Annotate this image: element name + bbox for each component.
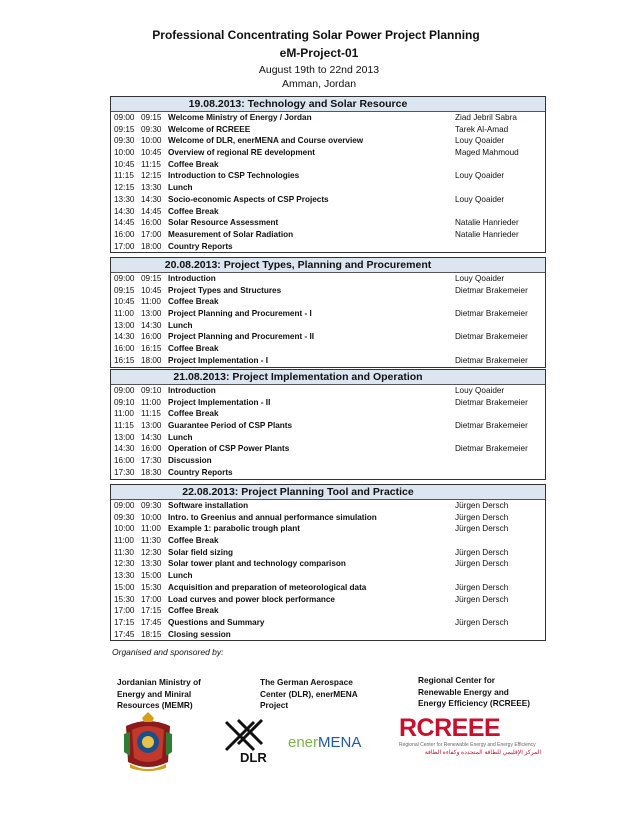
- agenda-row: [111, 397, 545, 409]
- session-title: Project Planning and Procurement - I: [168, 309, 312, 319]
- end-time: 14:30: [141, 432, 162, 442]
- speaker-name: [455, 432, 545, 444]
- end-time: 16:00: [141, 444, 162, 454]
- agenda-row: [111, 617, 545, 629]
- end-time: 09:30: [141, 501, 162, 510]
- session-title: Project Implementation - I: [168, 355, 269, 365]
- start-time: 09:15: [114, 124, 135, 134]
- agenda-row: [111, 512, 545, 524]
- end-time: 14:30: [141, 194, 162, 204]
- agenda-row: [111, 385, 545, 397]
- project-code: eM-Project-01: [279, 46, 359, 60]
- speaker-name: Jürgen Dersch: [455, 559, 509, 569]
- rcreee-subtitle-ar: المركز الإقليمي للطاقة المتجددة وكفاءة الطاقة: [424, 750, 541, 756]
- speaker-name: Jürgen Dersch: [455, 617, 509, 627]
- agenda-row: [111, 558, 545, 570]
- agenda-row: [111, 135, 545, 147]
- agenda-row: [111, 343, 545, 355]
- agenda-row: [111, 170, 545, 182]
- end-time: 09:15: [141, 274, 162, 283]
- speaker-name: Jürgen Dersch: [455, 524, 509, 534]
- session-title: Operation of CSP Power Plants: [168, 444, 290, 454]
- sponsor-line: Project: [260, 700, 289, 710]
- end-time: 17:30: [141, 456, 162, 466]
- speaker-name: Tarek Al-Amad: [455, 124, 509, 134]
- session-title: Coffee Break: [168, 297, 219, 307]
- start-time: 16:15: [114, 355, 135, 365]
- session-title: Coffee Break: [168, 344, 219, 354]
- start-time: 11:30: [114, 547, 134, 557]
- enermena-logo-ener: ener: [288, 734, 319, 751]
- session-title: Solar tower plant and technology comparison: [168, 559, 346, 569]
- end-time: 15:00: [141, 571, 162, 581]
- end-time: 09:30: [141, 124, 162, 134]
- end-time: 17:15: [141, 606, 162, 616]
- end-time: 11:00: [141, 524, 161, 534]
- end-time: 18:30: [141, 467, 162, 477]
- session-title: Closing session: [168, 629, 231, 639]
- day-block-2: [110, 257, 546, 368]
- agenda-row: [111, 629, 545, 641]
- enermena-logo: [288, 734, 361, 751]
- session-title: Load curves and power block performance: [168, 594, 335, 604]
- agenda-row: [111, 308, 545, 320]
- session-title: Coffee Break: [168, 206, 219, 216]
- speaker-name: Natalie Hanrieder: [455, 218, 519, 228]
- sponsor-line: Renewable Energy and: [418, 686, 509, 697]
- start-time: 17:00: [114, 606, 135, 616]
- start-time: 11:15: [114, 171, 134, 181]
- end-time: 14:30: [141, 320, 162, 330]
- end-time: 10:00: [141, 512, 162, 522]
- start-time: 13:30: [114, 571, 135, 581]
- agenda-row: [111, 432, 545, 444]
- sponsor-line: Energy Efficiency (RCREEE): [418, 698, 531, 708]
- session-title: Country Reports: [168, 467, 233, 477]
- enermena-logo-mena: MENA: [318, 734, 362, 751]
- start-time: 12:30: [114, 559, 135, 569]
- agenda-row: [111, 408, 545, 420]
- start-time: 17:30: [114, 467, 135, 477]
- end-time: 11:30: [141, 536, 161, 546]
- start-time: 16:00: [114, 456, 135, 466]
- speaker-name: Dietmar Brakemeier: [455, 285, 528, 295]
- speaker-name: Louy Qoaider: [455, 274, 505, 283]
- speaker-name: Natalie Hanrieder: [455, 229, 519, 239]
- sponsor-line: Jordanian Ministry of: [117, 677, 201, 687]
- day-block-4: [110, 484, 546, 641]
- agenda-row: [111, 547, 545, 559]
- end-time: 16:00: [141, 218, 162, 228]
- course-location: Amman, Jordan: [281, 78, 357, 90]
- sponsor-dlr-text: [260, 677, 358, 712]
- end-time: 18:15: [141, 629, 162, 639]
- speaker-name: [455, 570, 545, 582]
- session-title: Welcome of RCREEE: [168, 124, 251, 134]
- sponsor-line: Energy and Miniral: [117, 688, 192, 699]
- speaker-name: [455, 159, 545, 171]
- agenda-row: [111, 159, 545, 171]
- end-time: 10:45: [141, 285, 162, 295]
- session-title: Acquisition and preparation of meteorological data: [168, 582, 367, 592]
- start-time: 14:30: [114, 444, 135, 454]
- start-time: 16:00: [114, 344, 135, 354]
- end-time: 13:30: [141, 559, 162, 569]
- speaker-name: [455, 182, 545, 194]
- day-block-3: [110, 369, 546, 480]
- day-title: 21.08.2013: Project Implementation and Operation: [111, 370, 545, 385]
- speaker-name: [455, 629, 545, 641]
- speaker-name: [455, 408, 545, 420]
- agenda-row: [111, 420, 545, 432]
- session-title: Introduction: [168, 386, 216, 395]
- start-time: 09:10: [114, 397, 135, 407]
- document-header: [0, 27, 638, 91]
- session-title: Welcome Ministry of Energy / Jordan: [168, 113, 312, 122]
- day-title: 20.08.2013: Project Types, Planning and Procurement: [111, 258, 545, 273]
- end-time: 15:30: [141, 582, 162, 592]
- sponsor-rcreee-text: [418, 675, 530, 710]
- agenda-row: [111, 535, 545, 547]
- start-time: 09:30: [114, 512, 135, 522]
- rcreee-subtitle-en: Regional Center for Renewable Energy and Energy Efficiency: [399, 742, 536, 748]
- agenda-row: [111, 570, 545, 582]
- start-time: 09:15: [114, 285, 135, 295]
- agenda-row: [111, 147, 545, 159]
- agenda-row: [111, 605, 545, 617]
- session-title: Introduction to CSP Technologies: [168, 171, 300, 181]
- jordan-emblem-logo: [122, 712, 174, 774]
- agenda-row: [111, 296, 545, 308]
- start-time: 17:00: [114, 241, 135, 251]
- agenda-row: [111, 229, 545, 241]
- start-time: 14:30: [114, 206, 135, 216]
- speaker-name: Louy Qoaider: [455, 171, 505, 181]
- agenda-row: [111, 273, 545, 285]
- session-title: Coffee Break: [168, 409, 219, 419]
- speaker-name: Louy Qoaider: [455, 136, 505, 146]
- end-time: 11:15: [141, 409, 161, 419]
- end-time: 18:00: [141, 355, 162, 365]
- speaker-name: Louy Qoaider: [455, 194, 505, 204]
- agenda-row: [111, 194, 545, 206]
- start-time: 17:45: [114, 629, 135, 639]
- agenda-row: [111, 467, 545, 479]
- session-title: Intro. to Greenius and annual performance simulation: [168, 512, 377, 522]
- end-time: 17:00: [141, 229, 162, 239]
- sponsor-memr-text: [117, 677, 201, 712]
- speaker-name: Louy Qoaider: [455, 386, 505, 395]
- agenda-row: [111, 455, 545, 467]
- speaker-name: [455, 320, 545, 332]
- start-time: 13:30: [114, 194, 135, 204]
- session-title: Overview of regional RE development: [168, 148, 315, 158]
- end-time: 10:45: [141, 148, 162, 158]
- agenda-row: [111, 500, 545, 512]
- speaker-name: [455, 206, 545, 218]
- course-title: Professional Concentrating Solar Power Project Planning: [152, 28, 480, 42]
- start-time: 13:00: [114, 432, 135, 442]
- rcreee-logo-text: RCREEE: [399, 714, 501, 742]
- speaker-name: Jürgen Dersch: [455, 512, 509, 522]
- session-title: Socio-economic Aspects of CSP Projects: [168, 194, 329, 204]
- sponsor-line: Regional Center for: [418, 675, 495, 685]
- speaker-name: Dietmar Brakemeier: [455, 444, 528, 454]
- agenda-row: [111, 443, 545, 455]
- agenda-row: [111, 523, 545, 535]
- agenda-row: [111, 112, 545, 124]
- session-title: Software installation: [168, 501, 249, 510]
- session-title: Lunch: [168, 571, 193, 581]
- session-title: Introduction: [168, 274, 216, 283]
- session-title: Country Reports: [168, 241, 233, 251]
- agenda-row: [111, 285, 545, 297]
- start-time: 09:00: [114, 386, 135, 395]
- start-time: 10:00: [114, 524, 135, 534]
- rcreee-logo: [399, 714, 541, 772]
- sponsor-line: Center (DLR), enerMENA: [260, 688, 358, 699]
- agenda-row: [111, 355, 545, 367]
- day-title: 22.08.2013: Project Planning Tool and Practice: [111, 485, 545, 500]
- speaker-name: Jürgen Dersch: [455, 594, 509, 604]
- speaker-name: Dietmar Brakemeier: [455, 397, 528, 407]
- dlr-logo: [218, 718, 288, 764]
- agenda-row: [111, 182, 545, 194]
- agenda-row: [111, 594, 545, 606]
- end-time: 13:00: [141, 421, 162, 431]
- end-time: 13:00: [141, 309, 162, 319]
- end-time: 09:10: [141, 386, 162, 395]
- speaker-name: Dietmar Brakemeier: [455, 355, 528, 365]
- session-title: Guarantee Period of CSP Plants: [168, 421, 293, 431]
- speaker-name: Dietmar Brakemeier: [455, 309, 528, 319]
- session-title: Coffee Break: [168, 159, 219, 169]
- start-time: 09:30: [114, 136, 135, 146]
- start-time: 15:00: [114, 582, 135, 592]
- start-time: 11:00: [114, 409, 134, 419]
- start-time: 09:00: [114, 501, 135, 510]
- start-time: 09:00: [114, 113, 135, 122]
- end-time: 17:45: [141, 617, 162, 627]
- end-time: 12:30: [141, 547, 162, 557]
- session-title: Measurement of Solar Radiation: [168, 229, 294, 239]
- session-title: Project Planning and Procurement - II: [168, 332, 315, 342]
- speaker-name: [455, 343, 545, 355]
- speaker-name: Dietmar Brakemeier: [455, 332, 528, 342]
- end-time: 11:00: [141, 397, 161, 407]
- start-time: 16:00: [114, 229, 135, 239]
- speaker-name: Ziad Jebril Sabra: [455, 113, 517, 122]
- agenda-row: [111, 320, 545, 332]
- speaker-name: [455, 241, 545, 253]
- end-time: 11:15: [141, 159, 161, 169]
- end-time: 13:30: [141, 183, 162, 193]
- agenda-row: [111, 124, 545, 136]
- start-time: 11:00: [114, 536, 134, 546]
- speaker-name: [455, 605, 545, 617]
- end-time: 11:00: [141, 297, 161, 307]
- end-time: 16:00: [141, 332, 162, 342]
- start-time: 14:30: [114, 332, 135, 342]
- speaker-name: Dietmar Brakemeier: [455, 421, 528, 431]
- organised-label: Organised and sponsored by:: [112, 647, 224, 657]
- start-time: 10:45: [114, 159, 135, 169]
- agenda-row: [111, 331, 545, 343]
- speaker-name: [455, 467, 545, 479]
- speaker-name: Jürgen Dersch: [455, 547, 509, 557]
- session-title: Lunch: [168, 183, 193, 193]
- end-time: 10:00: [141, 136, 162, 146]
- end-time: 12:15: [141, 171, 162, 181]
- day-block-1: [110, 96, 546, 253]
- sponsor-line: Resources (MEMR): [117, 700, 193, 710]
- speaker-name: Jürgen Dersch: [455, 501, 509, 510]
- session-title: Questions and Summary: [168, 617, 265, 627]
- agenda-row: [111, 206, 545, 218]
- session-title: Welcome of DLR, enerMENA and Course overview: [168, 136, 364, 146]
- start-time: 15:30: [114, 594, 135, 604]
- session-title: Discussion: [168, 456, 212, 466]
- end-time: 09:15: [141, 113, 162, 122]
- start-time: 10:45: [114, 297, 135, 307]
- end-time: 16:15: [141, 344, 162, 354]
- start-time: 09:00: [114, 274, 135, 283]
- agenda-row: [111, 241, 545, 253]
- start-time: 11:00: [114, 309, 134, 319]
- agenda-row: [111, 582, 545, 594]
- course-dates: August 19th to 22nd 2013: [258, 64, 380, 76]
- session-title: Lunch: [168, 320, 193, 330]
- session-title: Example 1: parabolic trough plant: [168, 524, 300, 534]
- speaker-name: [455, 535, 545, 547]
- session-title: Solar Resource Assessment: [168, 218, 279, 228]
- speaker-name: Maged Mahmoud: [455, 148, 519, 158]
- dlr-logo-text: DLR: [240, 750, 267, 764]
- sponsor-line: The German Aerospace: [260, 677, 353, 687]
- speaker-name: Jürgen Dersch: [455, 582, 509, 592]
- speaker-name: [455, 455, 545, 467]
- speaker-name: [455, 296, 545, 308]
- session-title: Coffee Break: [168, 606, 219, 616]
- start-time: 17:15: [114, 617, 135, 627]
- end-time: 17:00: [141, 594, 162, 604]
- end-time: 14:45: [141, 206, 162, 216]
- session-title: Solar field sizing: [168, 547, 234, 557]
- session-title: Lunch: [168, 432, 193, 442]
- start-time: 11:15: [114, 421, 134, 431]
- start-time: 13:00: [114, 320, 135, 330]
- agenda-row: [111, 217, 545, 229]
- session-title: Project Implementation - II: [168, 397, 271, 407]
- day-title: 19.08.2013: Technology and Solar Resource: [111, 97, 545, 112]
- end-time: 18:00: [141, 241, 162, 251]
- session-title: Coffee Break: [168, 536, 219, 546]
- start-time: 10:00: [114, 148, 135, 158]
- start-time: 14:45: [114, 218, 135, 228]
- session-title: Project Types and Structures: [168, 285, 282, 295]
- start-time: 12:15: [114, 183, 135, 193]
